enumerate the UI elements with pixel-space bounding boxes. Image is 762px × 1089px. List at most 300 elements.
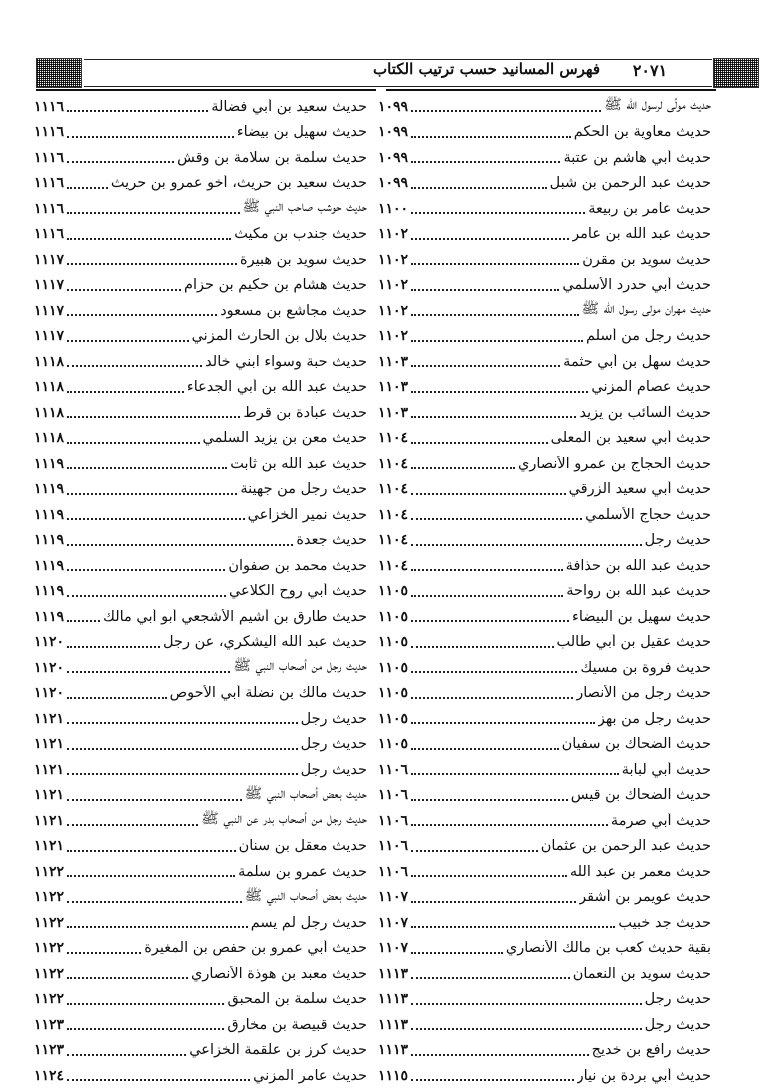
header-rule-right [386,89,716,91]
entry-title: حديث رجل [644,991,711,1008]
index-entry [378,196,711,222]
index-entry [34,783,367,809]
dot-leader [411,535,642,546]
dot-leader [411,127,571,138]
entry-title: حديث سهيل بن البيضاء [572,608,711,625]
index-entry [378,400,711,426]
entry-title: حديث مالك بن نضلة أبي الأحوص [169,685,367,702]
dot-leader [411,101,601,112]
entry-title: حديث أبي حدرد الأسلمي [562,277,711,294]
header-hatch-left [36,58,82,88]
entry-page-number: ١١١٨ [34,379,65,396]
dot-leader [67,611,100,622]
entry-page-number: ١١٠٥ [378,583,409,600]
dot-leader [67,203,239,214]
entry-title: حديث الحجاج بن عمرو الأنصاري [517,455,711,472]
entry-title: حديث سهيل بن بيضاء [236,124,367,141]
index-entry [34,987,367,1013]
page-header [0,56,762,90]
entry-title: حديث عامر المزني [253,1067,367,1084]
dot-leader [411,280,559,291]
entry-title: حديث سلمة بن سلامة بن وقش [177,149,367,166]
entry-title: حديث سويد بن النعمان [572,965,711,982]
dot-leader [411,433,548,444]
index-entry [378,247,711,273]
index-entry [34,196,367,222]
dot-leader [411,713,595,724]
entry-page-number: ١١٠٤ [378,532,409,549]
dot-leader [67,815,198,826]
index-entry [34,94,367,120]
entry-title: حديث رجل من بهز [597,710,711,727]
entry-title: حديث رجل من أسلم [585,328,711,345]
entry-page-number: ١١٢١ [34,710,65,727]
entry-page-number: ١١١٩ [34,557,65,574]
index-entry [34,757,367,783]
dot-leader [411,458,515,469]
entry-page-number: ١١٠٧ [378,914,409,931]
entry-title: حديث معقل بن سنان [238,838,367,855]
index-entry [34,222,367,248]
index-entry [34,579,367,605]
index-entry [34,961,367,987]
dot-leader [411,815,608,826]
entry-title: حديث عبد الرحمن بن عثمان [540,838,711,855]
index-entry [378,732,711,758]
index-entry [34,604,367,630]
index-entry [378,808,711,834]
entry-title: حديث رجل [300,736,367,753]
entry-page-number: ١١٠٦ [378,838,409,855]
entry-title: بقية حديث كعب بن مالك الأنصاري [505,940,711,957]
index-entry [378,885,711,911]
dot-leader [411,1045,589,1056]
entry-title: حديث عامر بن ربيعة [588,200,711,217]
entry-page-number: ١١٢١ [34,838,65,855]
entry-title: حديث أبي عمرو بن حفص بن المغيرة [144,940,367,957]
entry-page-number: ١١٢٣ [34,1042,65,1059]
index-entry [378,706,711,732]
index-entry [34,349,367,375]
dot-leader [67,1045,186,1056]
dot-leader [67,178,108,189]
header-rule-left [36,89,376,91]
index-entry [34,630,367,656]
index-entry [378,120,711,146]
dot-leader [411,917,615,928]
entry-page-number: ١١٠٤ [378,557,409,574]
dot-leader [411,178,547,189]
index-entry [34,145,367,171]
dot-leader [411,637,553,648]
entry-page-number: ١١٢١ [34,812,65,829]
entry-page-number: ١١٢٠ [34,685,65,702]
dot-leader [411,1070,573,1081]
entry-page-number: ١١٠٢ [378,277,409,294]
entry-title: حديث رجل من أصحاب النبي ﷺ [233,658,367,675]
entry-page-number: ١١٠٥ [378,634,409,651]
index-entry [378,477,711,503]
entry-title: حديث رجل من جهينة [240,481,367,498]
entry-page-number: ١١١٩ [34,608,65,625]
index-entry [378,783,711,809]
index-entry [34,502,367,528]
entry-title: حديث الضحاك بن قيس [570,787,711,804]
dot-leader [67,1019,224,1030]
entry-page-number: ١١٢١ [34,787,65,804]
index-entry [34,681,367,707]
dot-leader [411,509,582,520]
dot-leader [67,1070,250,1081]
entry-page-number: ١١١٥ [378,1067,409,1084]
entry-page-number: ١١١٣ [378,1042,409,1059]
index-entry [34,477,367,503]
entry-page-number: ١١٠٦ [378,863,409,880]
entry-title: حديث رافع بن خديج [591,1042,711,1059]
dot-leader [411,382,588,393]
entry-title: حديث سلمة بن المحبق [227,991,367,1008]
index-entry [378,910,711,936]
entry-title: حديث رجل من الأنصار [576,685,711,702]
entry-title: حديث رجل [644,1016,711,1033]
index-entry [34,451,367,477]
dot-leader [67,101,208,112]
entry-page-number: ١١١٨ [34,353,65,370]
index-entry [34,808,367,834]
dot-leader [67,968,188,979]
entry-title: حديث أبي سعيد بن المعلى [550,430,711,447]
dot-leader [411,611,569,622]
dot-leader [411,764,619,775]
entry-title: حديث محمد بن صفوان [228,557,367,574]
entry-title: حديث رجل [644,532,711,549]
entry-title: حديث عصام المزني [591,379,711,396]
entry-title: حديث معبد بن هوذة الأنصاري [191,965,367,982]
index-entry [34,1038,367,1064]
index-column-left [34,94,367,1089]
dot-leader [67,790,242,801]
entry-title: حديث حوشب صاحب النبي ﷺ [242,199,367,216]
dot-leader [67,484,237,495]
entry-title: حديث معاوية بن الحكم [573,124,711,141]
dot-leader [411,229,569,240]
index-entry [34,324,367,350]
entry-page-number: ١١٢١ [34,761,65,778]
dot-leader [411,356,560,367]
index-entry [378,375,711,401]
entry-page-number: ١١١٩ [34,532,65,549]
entry-title: حديث معمر بن عبد الله [569,863,711,880]
entry-title: حديث بلال بن الحارث المزني [191,328,367,345]
dot-leader [411,892,576,903]
entry-title: حديث رجل من أصحاب بدر عن النبي ﷺ [201,811,367,828]
entry-title: حديث عبد الله بن حذافة [565,557,711,574]
index-entry [378,451,711,477]
index-entry [34,120,367,146]
index-entry [378,834,711,860]
index-entry [34,171,367,197]
index-entry [378,859,711,885]
entry-title: حديث عبد الله بن رواحة [566,583,711,600]
dot-leader [67,943,141,954]
dot-leader [67,688,167,699]
dot-leader [67,535,293,546]
dot-leader [411,254,579,265]
index-entry [34,426,367,452]
dot-leader [67,229,231,240]
dot-leader [67,662,230,673]
entry-title: حديث طارق بن أشيم الأشجعي أبو أبي مالك [102,608,367,625]
entry-page-number: ١١٠٧ [378,889,409,906]
index-entry [378,222,711,248]
dot-leader [67,994,224,1005]
index-entry [378,349,711,375]
dot-leader [411,994,642,1005]
entry-page-number: ١١٢٠ [34,659,65,676]
entry-page-number: ١١٠٥ [378,608,409,625]
entry-page-number: ١١١٦ [34,200,65,217]
index-entry [378,604,711,630]
entry-title: حديث أبي صرمة [610,812,711,829]
index-entry [378,324,711,350]
entry-page-number: ١١٠٤ [378,455,409,472]
entry-page-number: ١١١٦ [34,175,65,192]
dot-leader [67,458,227,469]
entry-title: حديث عبد الرحمن بن شبل [549,175,711,192]
entry-title: حديث بعض أصحاب النبي ﷺ [244,785,367,802]
entry-title: حديث مهران مولى رسول الله ﷺ [581,301,711,318]
dot-leader [411,484,565,495]
entry-page-number: ١٠٩٩ [378,124,409,141]
entry-title: حديث بعض أصحاب النبي ﷺ [244,887,367,904]
entry-title: حديث نمير الخزاعي [247,506,367,523]
entry-page-number: ١١٢٣ [34,1016,65,1033]
entry-page-number: ١١٠٥ [378,659,409,676]
entry-page-number: ١١٢٢ [34,914,65,931]
entry-page-number: ١١٢٢ [34,940,65,957]
entry-title: حديث عبد الله بن ثابت [230,455,367,472]
entry-title: حديث أبي سعيد الزرقي [568,481,711,498]
index-entry [34,1063,367,1089]
index-entry [378,757,711,783]
index-entry [34,247,367,273]
entry-title: حديث عقيل بن أبي طالب [556,634,711,651]
entry-title: حديث عمرو بن سلمة [238,863,367,880]
dot-leader [67,637,160,648]
index-entry [378,1038,711,1064]
entry-page-number: ١١١٦ [34,226,65,243]
entry-title: حديث معن بن يزيد السلمي [202,430,367,447]
entry-title: حديث مولًى لرسول الله ﷺ [604,97,711,114]
entry-title: حديث حبة وسواء ابني خالد [205,353,367,370]
index-entry [378,145,711,171]
dot-leader [411,739,558,750]
entry-page-number: ١١٢٢ [34,991,65,1008]
entry-page-number: ١١١٩ [34,583,65,600]
index-entry [378,553,711,579]
entry-title: حديث جعدة [296,532,367,549]
index-entry [34,910,367,936]
entry-page-number: ١١٠٢ [378,302,409,319]
entry-title: حديث عبد الله اليشكري، عن رجل [163,634,367,651]
entry-page-number: ١١٢٢ [34,889,65,906]
index-entry [34,400,367,426]
index-entry [34,273,367,299]
header-hatch-right [713,58,759,88]
dot-leader [67,841,236,852]
index-entry [34,859,367,885]
dot-leader [411,841,538,852]
index-entry [378,94,711,120]
dot-leader [411,305,578,316]
entry-title: حديث سويد بن مقرن [582,251,711,268]
entry-title: حديث سهل بن أبي حثمة [563,353,711,370]
dot-leader [67,356,202,367]
entry-title: حديث السائب بن يزيد [579,404,711,421]
index-entry [34,834,367,860]
index-entry [34,936,367,962]
entry-page-number: ١١٠٣ [378,404,409,421]
entry-page-number: ١١٠٤ [378,506,409,523]
index-entry [378,273,711,299]
entry-title: حديث حجاج الأسلمي [585,506,711,523]
entry-page-number: ١١٠٤ [378,430,409,447]
index-entry [34,885,367,911]
entry-page-number: ١١١٣ [378,991,409,1008]
index-entry [378,528,711,554]
entry-title: حديث رجل لم يسم [250,914,367,931]
entry-page-number: ١١٠٥ [378,685,409,702]
entry-page-number: ١١١٣ [378,1016,409,1033]
index-entry [378,681,711,707]
entry-title: حديث سعيد بن أبي فضالة [211,98,367,115]
entry-title: حديث رجل [300,761,367,778]
entry-title: حديث هشام بن حكيم بن حزام [184,277,367,294]
entry-page-number: ١١٠٦ [378,787,409,804]
entry-title: حديث عبد الله بن عامر [572,226,711,243]
index-entry [34,706,367,732]
entry-page-number: ١١٠٤ [378,481,409,498]
entry-page-number: ١١٠٥ [378,710,409,727]
dot-leader [67,739,298,750]
entry-title: حديث أبي روح الكلاعي [228,583,367,600]
entry-title: حديث عبادة بن قرط [243,404,367,421]
entry-title: حديث أبي هاشم بن عتبة [563,149,711,166]
entry-page-number: ١١٠٣ [378,353,409,370]
entry-page-number: ١١٠٦ [378,761,409,778]
entry-page-number: ١١١٣ [378,965,409,982]
dot-leader [411,152,560,163]
entry-page-number: ١٠٩٩ [378,149,409,166]
entry-title: حديث كرز بن علقمة الخزاعي [189,1042,367,1059]
entry-page-number: ١١٠٣ [378,379,409,396]
entry-page-number: ١١٠٢ [378,328,409,345]
index-entry [34,528,367,554]
index-entry [34,553,367,579]
entry-title: حديث أبي بردة بن نيار [576,1067,711,1084]
dot-leader [67,331,189,342]
index-entry [34,298,367,324]
index-entry [378,936,711,962]
index-entry [378,298,711,324]
index-entry [378,1012,711,1038]
index-entry [378,502,711,528]
entry-title: حديث الضحاك بن سفيان [561,736,711,753]
entry-page-number: ١١١٧ [34,302,65,319]
dot-leader [67,305,217,316]
dot-leader [411,866,567,877]
dot-leader [67,917,248,928]
dot-leader [67,382,184,393]
entry-title: حديث عبد الله بن أبي الجدعاء [186,379,367,396]
dot-leader [67,764,298,775]
entry-page-number: ١٠٩٩ [378,98,409,115]
entry-page-number: ١١٢٤ [34,1067,65,1084]
index-entry [34,1012,367,1038]
dot-leader [67,152,174,163]
entry-page-number: ١١٢٢ [34,965,65,982]
dot-leader [67,509,244,520]
dot-leader [411,968,570,979]
index-column-right [378,94,711,1089]
entry-page-number: ١١١٦ [34,124,65,141]
index-entry [34,732,367,758]
entry-page-number: ١٠٩٩ [378,175,409,192]
index-entry [378,987,711,1013]
dot-leader [411,560,563,571]
entry-title: حديث جندب بن مكيث [234,226,367,243]
entry-page-number: ١١١٩ [34,506,65,523]
dot-leader [67,866,235,877]
dot-leader [411,331,583,342]
entry-title: حديث جد خبيب [618,914,711,931]
index-entry [378,171,711,197]
dot-leader [411,662,577,673]
entry-title: حديث فروة بن مسيك [580,659,711,676]
dot-leader [67,586,226,597]
entry-title: حديث رجل [300,710,367,727]
entry-page-number: ١١٢١ [34,736,65,753]
entry-page-number: ١١٠٢ [378,251,409,268]
entry-title: حديث سويد بن هبيرة [239,251,367,268]
dot-leader [67,407,240,418]
entry-page-number: ١١٠٠ [378,200,409,217]
dot-leader [411,943,503,954]
dot-leader [411,586,563,597]
entry-page-number: ١١١٦ [34,98,65,115]
dot-leader [67,127,234,138]
entry-page-number: ١١٠٧ [378,940,409,957]
entry-title: حديث قبيصة بن مخارق [227,1016,367,1033]
entry-page-number: ١١١٦ [34,149,65,166]
dot-leader [67,892,242,903]
dot-leader [67,560,225,571]
dot-leader [67,713,298,724]
index-entry [34,655,367,681]
index-entry [378,630,711,656]
entry-page-number: ١١٠٢ [378,226,409,243]
index-entry [34,375,367,401]
page-number: ٢٠٧١ [632,61,668,80]
entry-page-number: ١١١٧ [34,277,65,294]
page-title: فهرس المسانيد حسب ترتيب الكتاب [373,60,600,78]
dot-leader [411,688,573,699]
entry-page-number: ١١٢٠ [34,634,65,651]
entry-title: حديث عويمر بن أشقر [579,889,711,906]
entry-page-number: ١١١٨ [34,430,65,447]
entry-page-number: ١١٠٦ [378,812,409,829]
dot-leader [411,1019,642,1030]
